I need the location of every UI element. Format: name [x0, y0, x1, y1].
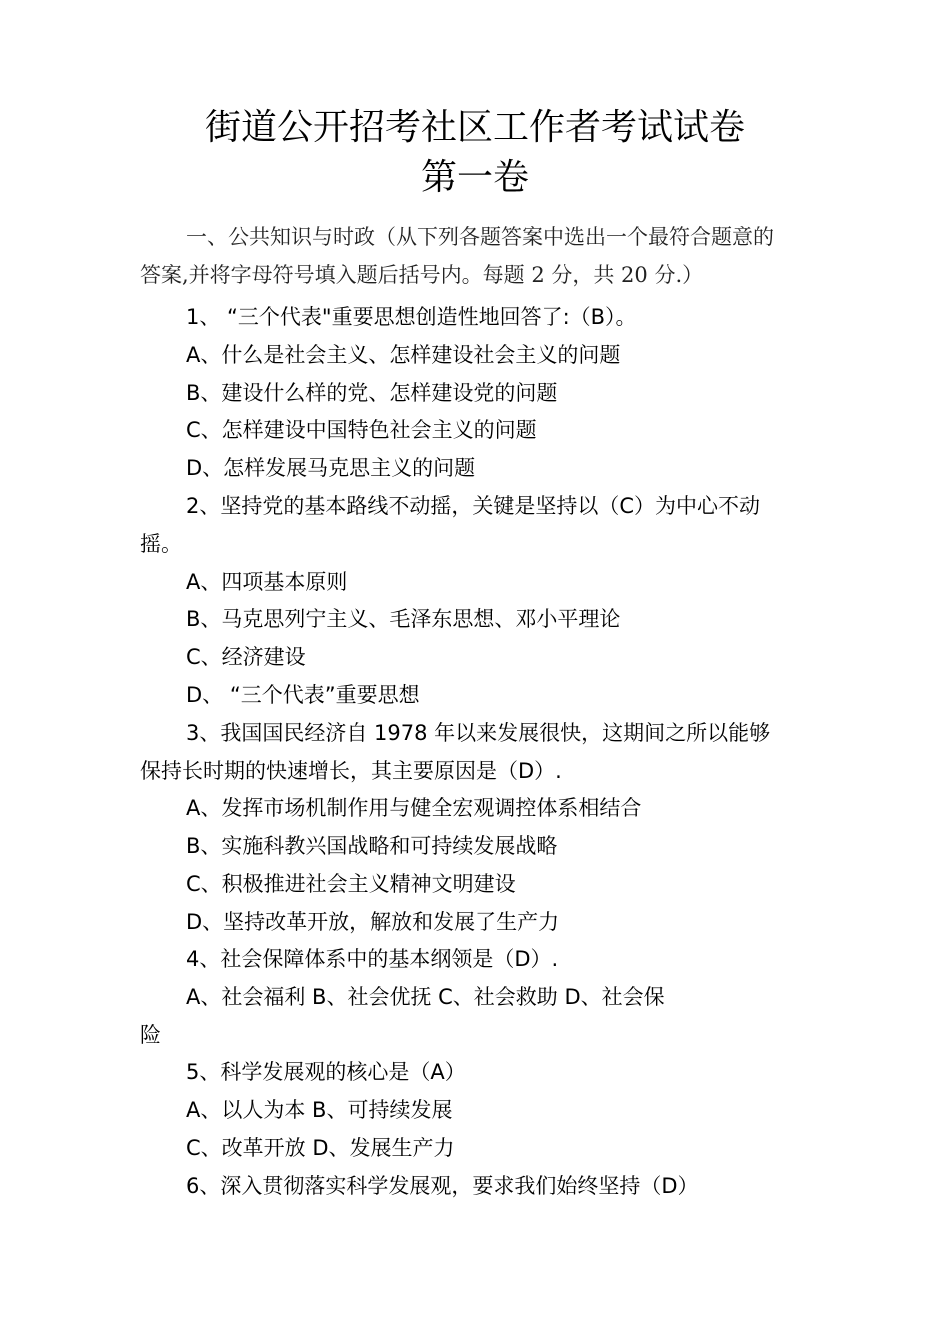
question-2-stem: 2、坚持党的基本路线不动摇，关键是坚持以（C）为中心不动 — [186, 494, 761, 518]
question-1-option-b: B、建设什么样的党、怎样建设党的问题 — [186, 381, 558, 405]
question-2-option-c: C、经济建设 — [186, 645, 306, 669]
section-heading-line-1: 一、公共知识与时政（从下列各题答案中选出一个最符合题意的 — [186, 225, 774, 249]
section-heading-line-2: 答案,并将字母符号填入题后括号内。每题 2 分，共 20 分.） — [140, 263, 704, 287]
question-3-stem-continued: 保持长时期的快速增长，其主要原因是（D）. — [140, 759, 562, 783]
question-4-options: A、社会福利 B、社会优抚 C、社会救助 D、社会保 — [186, 985, 665, 1009]
question-1-option-a: A、什么是社会主义、怎样建设社会主义的问题 — [186, 343, 621, 367]
question-3-option-c: C、积极推进社会主义精神文明建设 — [186, 872, 516, 896]
question-1-option-c: C、怎样建设中国特色社会主义的问题 — [186, 418, 537, 442]
question-4-stem: 4、社会保障体系中的基本纲领是（D）. — [186, 947, 559, 971]
question-3-option-b: B、实施科教兴国战略和可持续发展战略 — [186, 834, 558, 858]
question-2-stem-continued: 摇。 — [140, 532, 182, 556]
volume-title: 第一卷 — [420, 157, 529, 198]
question-3-option-a: A、发挥市场机制作用与健全宏观调控体系相结合 — [186, 796, 642, 820]
question-1-option-d: D、怎样发展马克思主义的问题 — [186, 456, 476, 480]
question-2-option-d: D、 “三个代表”重要思想 — [186, 683, 420, 707]
question-2-option-a: A、四项基本原则 — [186, 570, 348, 594]
question-1-stem: 1、 “三个代表"重要思想创造性地回答了:（B）。 — [186, 305, 637, 329]
question-4-options-continued: 险 — [140, 1023, 161, 1047]
question-2-option-b: B、马克思列宁主义、毛泽东思想、邓小平理论 — [186, 607, 621, 631]
question-5-options-cd: C、改革开放 D、发展生产力 — [186, 1136, 455, 1160]
question-5-stem: 5、科学发展观的核心是（A） — [186, 1060, 466, 1084]
question-6-stem: 6、深入贯彻落实科学发展观，要求我们始终坚持（D） — [186, 1174, 699, 1198]
question-3-stem: 3、我国国民经济自 1978 年以来发展很快，这期间之所以能够 — [186, 721, 771, 745]
question-5-options-ab: A、以人为本 B、可持续发展 — [186, 1098, 453, 1122]
question-3-option-d: D、坚持改革开放，解放和发展了生产力 — [186, 910, 560, 934]
exam-title: 街道公开招考社区工作者考试试卷 — [204, 107, 745, 148]
